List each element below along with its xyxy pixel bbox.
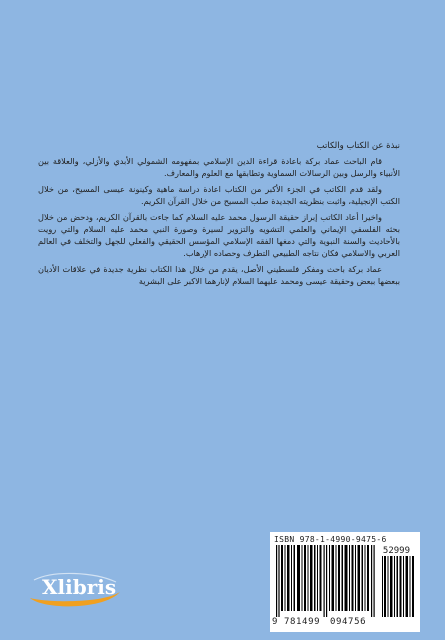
barcode-addon-bars [382,556,414,617]
blurb-paragraph-3: واخيرا أعاد الكاتب إبراز حقيقة الرسول محمد عليه السلام كما جاءت بالقرآن الكريم، ودحض من خلال بحثه الفلسفي الإيماني والعلمي التشويه والتزوير لسيرة وصورة النبي محمد عليه السلام والتي رويت بالأحاديث والسنة النبوية والتي دمغها الفقه الإسلامي المؤسس الحقيقي والفعلي للجهل والتخلف في العالم العربي والاسلامي فكان نتاجه الطبيعي التطرف وحصاده الإرهاب. [38,212,400,258]
barcode-bars [276,545,376,617]
barcode-digits-left: 781499 [284,617,321,627]
barcode-digit-lead: 9 [272,617,279,627]
isbn-label: ISBN 978-1-4990-9475-6 [274,535,387,544]
price-code: 52999 [382,546,410,556]
blurb-paragraph-4: عماد بركة باحث ومفكر فلسطيني الأصل، يقدم من خلال هذا الكتاب نظرية جديدة في علاقات الأديان ببعضها ببعض وحقيقة عيسى ومحمد عليهما السلام لإنارهما الاكبر على البشرية [38,264,400,286]
publisher-logo [24,570,124,610]
barcode-digits-right: 094756 [330,617,367,627]
barcode [270,532,420,632]
blurb-paragraph-2: ولقد قدم الكاتب في الجزء الأكبر من الكتاب اعادة دراسة ماهية وكينونة عيسى المسيح، من خلال الكتب الإنجيلية، واثبت بنظريته الجديدة صلب المسيح من خلال القرآن الكريم. [38,184,400,206]
blurb-paragraph-1: قام الباحث عماد بركة باعادة قراءة الدين الإسلامي بمفهومه الشمولي الأبدي والأزلي، والعلاقة بين الأنبياء والرسل وبين الرسالات السماوية وتطابقها مع العلوم والمعارف. [38,156,400,178]
blurb-section [38,140,400,291]
publisher-name: Xlibris [42,575,117,599]
blurb-title: نبذة عن الكتاب والكاتب [316,141,400,151]
